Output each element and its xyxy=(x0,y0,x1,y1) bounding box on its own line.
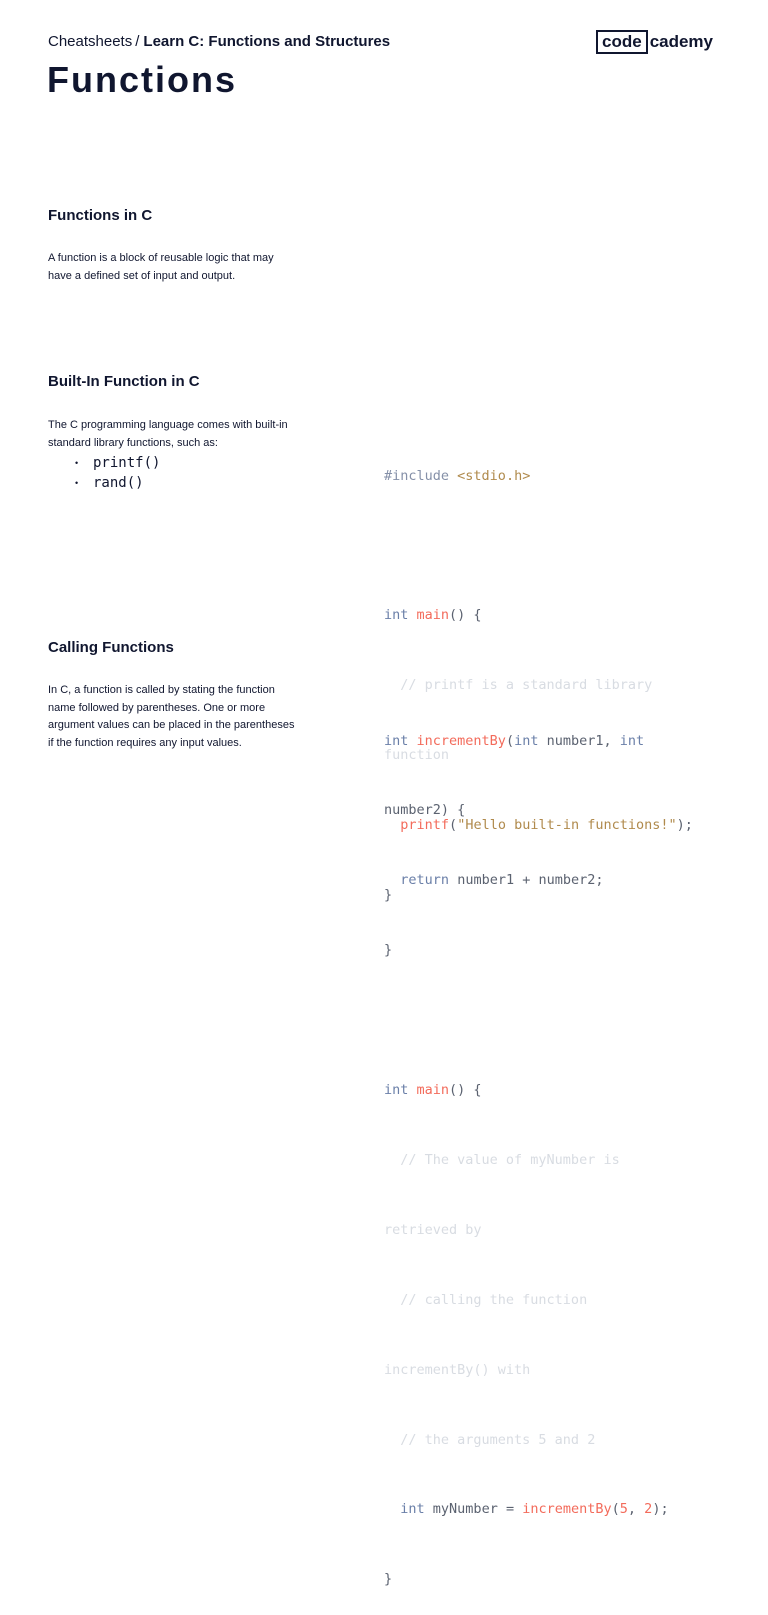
code-token-number: 5 xyxy=(619,1501,628,1518)
section-desc-built-in-function xyxy=(48,417,328,493)
desc-line: argument values can be placed in the parentheses xyxy=(48,719,295,731)
logo-rest-text: cademy xyxy=(649,32,714,51)
code-comment: // calling the function xyxy=(384,1291,588,1308)
code-token-param: number2 xyxy=(384,802,441,819)
code-token-string: "Hello built-in functions!" xyxy=(457,817,677,834)
code-token-function: main xyxy=(416,1082,450,1099)
code-token-keyword: int xyxy=(384,607,409,624)
code-token-function: incrementBy xyxy=(522,1501,612,1518)
list-item-printf: • printf() xyxy=(48,453,328,473)
code-token-variable: myNumber xyxy=(432,1501,498,1518)
code-token-expression: number1 + number2 xyxy=(457,872,596,889)
code-token-preprocessor: #include xyxy=(384,467,450,484)
code-line: return number1 + number2; xyxy=(400,872,604,889)
section-title-calling-functions: Calling Functions xyxy=(48,639,174,656)
code-line: printf("Hello built-in functions!"); xyxy=(400,817,693,834)
code-block-calling-functions xyxy=(384,683,724,1615)
breadcrumb-current-course[interactable]: Learn C: Functions and Structures xyxy=(143,33,391,50)
code-line: } xyxy=(384,942,393,959)
code-token-header: <stdio.h> xyxy=(457,467,531,484)
code-token-function: printf xyxy=(400,817,450,834)
list-item-rand: • rand() xyxy=(48,473,328,493)
code-token-punct: ); xyxy=(676,817,693,834)
code-token-keyword: return xyxy=(400,872,450,889)
code-token-function: incrementBy xyxy=(416,732,506,749)
section-title-built-in-function: Built-In Function in C xyxy=(48,373,200,390)
code-line: int myNumber = incrementBy(5, 2); xyxy=(400,1501,669,1518)
code-line-blank xyxy=(384,534,724,557)
code-line: int main() { xyxy=(384,1082,482,1099)
code-token-keyword: int xyxy=(400,1501,425,1518)
code-line: } xyxy=(384,1571,393,1588)
desc-line: The C programming language comes with built-in xyxy=(48,419,288,431)
code-token-keyword: int xyxy=(514,732,539,749)
code-line xyxy=(384,465,724,488)
code-comment: function xyxy=(384,747,450,764)
breadcrumb xyxy=(48,32,390,52)
builtin-function-list xyxy=(48,453,328,493)
code-line xyxy=(384,604,724,627)
code-comment: // The value of myNumber is xyxy=(384,1151,620,1168)
code-token-number: 2 xyxy=(644,1501,653,1518)
breadcrumb-link-cheatsheets[interactable]: Cheatsheets xyxy=(48,33,133,50)
desc-line: if the function requires any input values. xyxy=(48,736,242,749)
logo-box-text: code xyxy=(596,30,648,54)
desc-line: A function is a block of reusable logic that may xyxy=(48,252,274,264)
desc-line: In C, a function is called by stating the function xyxy=(48,684,275,696)
code-comment: // the arguments 5 and 2 xyxy=(384,1431,596,1448)
code-token-keyword: int xyxy=(384,1082,409,1099)
breadcrumb-separator: / xyxy=(135,33,140,50)
desc-line: name followed by parentheses. One or more xyxy=(48,701,266,714)
code-line: int incrementBy(int number1, int xyxy=(384,732,645,749)
code-comment: incrementBy() with xyxy=(384,1361,531,1378)
code-token-function: main xyxy=(416,607,450,624)
section-desc-functions-in-c xyxy=(48,250,328,285)
section-desc-calling-functions xyxy=(48,682,328,752)
code-comment: retrieved by xyxy=(384,1221,482,1238)
code-token-punct: () { xyxy=(449,607,482,624)
code-token-keyword: int xyxy=(384,732,409,749)
code-token-param: number1 xyxy=(546,732,604,749)
code-line-blank xyxy=(384,1009,724,1032)
code-line: number2) { xyxy=(384,802,466,819)
desc-line: standard library functions, such as: xyxy=(48,436,218,449)
section-title-functions-in-c: Functions in C xyxy=(48,207,153,224)
codecademy-logo[interactable] xyxy=(596,30,713,54)
desc-line: have a defined set of input and output. xyxy=(48,269,236,282)
code-line: } xyxy=(384,886,393,903)
code-comment: // printf is a standard library xyxy=(384,677,653,694)
page-title: Functions xyxy=(47,59,237,100)
code-token-keyword: int xyxy=(619,732,645,749)
